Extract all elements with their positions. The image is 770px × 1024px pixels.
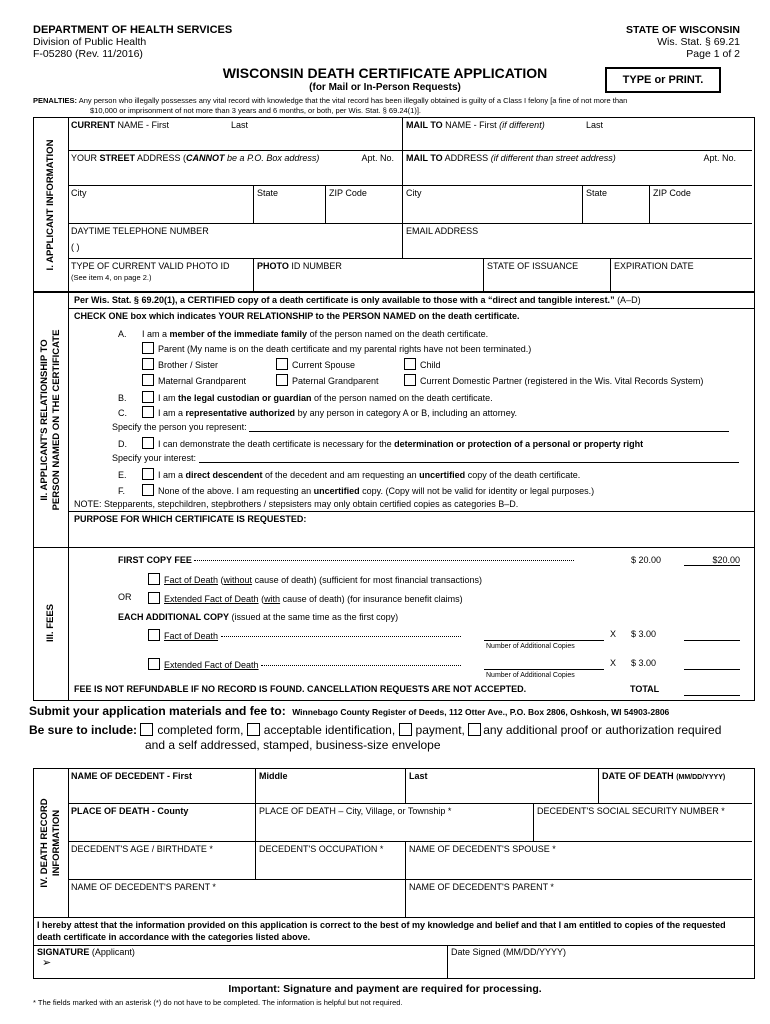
dot-leader bbox=[221, 636, 461, 637]
state-label: State bbox=[257, 188, 279, 198]
first-copy-text: FIRST COPY FEE bbox=[118, 555, 192, 565]
f-bold: uncertified bbox=[313, 486, 360, 496]
decedent-first-name-field[interactable] bbox=[68, 769, 256, 804]
first-copy-total: $20.00 bbox=[684, 555, 740, 566]
option-domestic-partner[interactable] bbox=[404, 374, 703, 386]
decedent-middle-name-field[interactable] bbox=[256, 769, 406, 804]
additional-fact-copies-input[interactable] bbox=[484, 629, 604, 641]
mailto-city-field[interactable] bbox=[403, 186, 583, 224]
decedent-occupation-field[interactable] bbox=[256, 842, 406, 880]
fact-mid: ( bbox=[218, 575, 224, 585]
parent1-label: NAME OF DECEDENT'S PARENT * bbox=[71, 882, 216, 892]
child-checkbox[interactable] bbox=[404, 358, 416, 370]
additional-extended-checkbox[interactable] bbox=[148, 658, 160, 670]
current-first-name-field[interactable] bbox=[68, 118, 228, 151]
b-bold: the legal custodian or guardian bbox=[178, 393, 312, 403]
decedent-first-label: NAME OF DECEDENT - First bbox=[71, 771, 193, 781]
last-label: Last bbox=[231, 120, 249, 130]
email-field[interactable] bbox=[403, 224, 752, 259]
header-right bbox=[626, 24, 740, 60]
dod-label: DATE OF DEATH bbox=[602, 771, 674, 781]
penalties-notice bbox=[33, 96, 743, 116]
phone-label: DAYTIME TELEPHONE NUMBER bbox=[71, 226, 209, 236]
option-b[interactable] bbox=[118, 391, 493, 403]
b-checkbox[interactable] bbox=[142, 391, 154, 403]
place-of-death-county-field[interactable] bbox=[68, 804, 256, 842]
b-label: B. bbox=[118, 393, 127, 403]
interest-specify[interactable] bbox=[112, 453, 739, 463]
occupation-label: DECEDENT'S OCCUPATION * bbox=[259, 844, 384, 854]
decedent-ssn-field[interactable] bbox=[534, 804, 752, 842]
f-label: F. bbox=[118, 486, 126, 496]
c-pre: I am a bbox=[158, 408, 186, 418]
mailto-if-different: (if different) bbox=[499, 120, 545, 130]
option-child[interactable] bbox=[404, 358, 441, 370]
expiration-date-field[interactable] bbox=[611, 259, 752, 291]
stepparents-note: NOTE: Stepparents, stepchildren, stepbrothers / stepsisters may only obtain certified copies as categories B–D. bbox=[74, 499, 519, 509]
current-name-label: NAME - First bbox=[115, 120, 169, 130]
expiration-label: EXPIRATION DATE bbox=[614, 261, 694, 271]
submit-address: Winnebago County Register of Deeds, 112 Otter Ave., P.O. Box 2806, Oshkosh, WI 54903-2806 bbox=[292, 707, 670, 717]
option-c[interactable] bbox=[118, 406, 517, 418]
b-post: of the person named on the death certificate. bbox=[311, 393, 493, 403]
maternal-grandparent-label: Maternal Grandparent bbox=[158, 376, 247, 386]
ext-rest: cause of death) (for insurance benefit claims) bbox=[280, 594, 463, 604]
pod-city-label: PLACE OF DEATH – City, Village, or Township * bbox=[259, 806, 452, 816]
penalties-line2: $10,000 or imprisonment of not more than 3 years and 6 months, or both, per Wis. Stat. § 69.24(1)]. bbox=[90, 106, 422, 115]
include-proof-checkbox[interactable] bbox=[468, 723, 481, 736]
f-pre: None of the above. I am requesting an bbox=[158, 486, 314, 496]
zip-label: ZIP Code bbox=[329, 188, 367, 198]
mailto-zip-field[interactable] bbox=[650, 186, 752, 224]
f-checkbox[interactable] bbox=[142, 484, 154, 496]
fact-of-death-checkbox[interactable] bbox=[148, 573, 160, 585]
statute: Wis. Stat. § 69.21 bbox=[657, 36, 740, 48]
signature-field[interactable] bbox=[34, 945, 448, 978]
street-b: STREET bbox=[99, 153, 136, 163]
include-payment: payment, bbox=[415, 723, 465, 737]
decedent-parent2-field[interactable] bbox=[406, 880, 752, 917]
each-rest: (issued at the same time as the first copy) bbox=[229, 612, 399, 622]
option-paternal-grandparent[interactable] bbox=[276, 374, 379, 386]
extended-fact-checkbox[interactable] bbox=[148, 592, 160, 604]
date-signed-label: Date Signed (MM/DD/YYYY) bbox=[451, 947, 567, 957]
penalties-label: PENALTIES: bbox=[33, 96, 78, 105]
e-label: E. bbox=[118, 470, 127, 480]
interest-specify-label: Specify your interest: bbox=[112, 453, 197, 463]
page-number: Page 1 of 2 bbox=[686, 48, 740, 60]
state-of-issuance-field[interactable] bbox=[484, 259, 611, 291]
date-of-death-field[interactable] bbox=[599, 769, 752, 804]
attestation-section bbox=[33, 916, 755, 979]
current-label: CURRENT bbox=[71, 120, 115, 130]
current-spouse-checkbox[interactable] bbox=[276, 358, 288, 370]
add-fact-label: Fact of Death bbox=[164, 631, 219, 641]
signature-label-bold: SIGNATURE bbox=[37, 947, 90, 957]
section3-label: III. FEES bbox=[45, 603, 56, 643]
city2-label: City bbox=[406, 188, 422, 198]
pod-county-label: PLACE OF DEATH - County bbox=[71, 806, 189, 816]
maternal-grandparent-checkbox[interactable] bbox=[142, 374, 154, 386]
photo-id-type-field[interactable] bbox=[68, 259, 254, 291]
check-one-instruction: CHECK ONE box which indicates YOUR RELATIONSHIP to the PERSON NAMED on the death certificate. bbox=[74, 311, 520, 321]
domestic-partner-label: Current Domestic Partner (registered in the Wis. Vital Records System) bbox=[420, 376, 704, 386]
zip-field[interactable] bbox=[326, 186, 403, 224]
current-last-name-field[interactable] bbox=[228, 118, 403, 151]
a-bold: member of the immediate family bbox=[169, 329, 308, 339]
e-post: copy of the death certificate. bbox=[465, 470, 581, 480]
c-checkbox[interactable] bbox=[142, 406, 154, 418]
total-label: TOTAL bbox=[630, 684, 660, 694]
a-pre: I am a bbox=[142, 329, 170, 339]
d-bold: determination or protection of a personal or property right bbox=[394, 439, 644, 449]
section1-label: I. APPLICANT INFORMATION bbox=[45, 139, 56, 270]
section4-label-line1: IV. DEATH RECORD bbox=[39, 798, 50, 888]
option-e[interactable] bbox=[118, 468, 580, 480]
arrow-icon: ➢ bbox=[42, 957, 52, 969]
num-copies-caption-1: Number of Additional Copies bbox=[486, 643, 575, 650]
photo-num-b: PHOTO bbox=[257, 261, 289, 271]
fact-rest: cause of death) (sufficient for most financial transactions) bbox=[252, 575, 483, 585]
mailto-last-name-field[interactable] bbox=[583, 118, 752, 151]
f-post: copy. (Copy will not be valid for identity or legal purposes.) bbox=[359, 486, 595, 496]
additional-extended-total[interactable] bbox=[684, 658, 740, 670]
first-copy-price: $ 20.00 bbox=[631, 555, 662, 565]
section1-sidebar bbox=[34, 118, 69, 291]
child-label: Child bbox=[420, 360, 441, 370]
asterisk-footnote: * The fields marked with an asterisk (*) do not have to be completed. The information is helpful but not required. bbox=[33, 998, 403, 1007]
interest-specify-line[interactable] bbox=[199, 462, 739, 463]
date-signed-field[interactable] bbox=[448, 945, 752, 978]
street-address-field[interactable] bbox=[68, 151, 403, 186]
ext-with: with bbox=[264, 594, 281, 604]
divider bbox=[68, 308, 754, 309]
first-copy-fee-label bbox=[118, 555, 574, 565]
option-maternal-grandparent[interactable] bbox=[142, 374, 246, 386]
e-pre: I am a bbox=[158, 470, 186, 480]
section-fees bbox=[33, 546, 755, 701]
paternal-grandparent-checkbox[interactable] bbox=[276, 374, 288, 386]
fact-u: Fact of Death bbox=[164, 575, 219, 585]
option-a bbox=[118, 329, 488, 339]
additional-extended-copies-input[interactable] bbox=[484, 658, 604, 670]
city-field[interactable] bbox=[68, 186, 254, 224]
include-lead: Be sure to include: bbox=[29, 723, 138, 737]
represent-specify-line[interactable] bbox=[249, 431, 729, 432]
non-refundable-notice: FEE IS NOT REFUNDABLE IF NO RECORD IS FOUND. CANCELLATION REQUESTS ARE NOT ACCEPTED. bbox=[74, 684, 527, 694]
mailto-state-field[interactable] bbox=[583, 186, 650, 224]
phone-field[interactable] bbox=[68, 224, 403, 259]
age-label: DECEDENT'S AGE / BIRTHDATE * bbox=[71, 844, 213, 854]
add-ext-label: Extended Fact of Death bbox=[164, 660, 259, 670]
state-name: STATE OF WISCONSIN bbox=[626, 24, 740, 36]
decedent-last-name-field[interactable] bbox=[406, 769, 599, 804]
mailto-address-field[interactable] bbox=[403, 151, 752, 186]
fact-price: $ 3.00 bbox=[631, 629, 657, 639]
times-sign: X bbox=[610, 629, 617, 639]
decedent-spouse-field[interactable] bbox=[406, 842, 752, 880]
form-subtitle: (for Mail or In-Person Requests) bbox=[309, 82, 461, 93]
mailto-name-label: NAME - First bbox=[442, 120, 500, 130]
submit-instructions bbox=[29, 704, 669, 718]
num-copies-caption-2: Number of Additional Copies bbox=[486, 672, 575, 679]
decedent-last-label: Last bbox=[409, 771, 428, 781]
include-payment-checkbox[interactable] bbox=[399, 723, 412, 736]
intro-tail: (A–D) bbox=[614, 295, 641, 305]
times-sign-2: X bbox=[610, 658, 617, 668]
signature-label-rest: (Applicant) bbox=[89, 947, 135, 957]
section4-label bbox=[39, 798, 63, 887]
include-form-checkbox[interactable] bbox=[140, 723, 153, 736]
apt2-label: Apt. No. bbox=[703, 153, 736, 163]
street-c: ADDRESS ( bbox=[135, 153, 187, 163]
section2-sidebar bbox=[34, 293, 69, 547]
domestic-partner-checkbox[interactable] bbox=[404, 374, 416, 386]
important-notice: Important: Signature and payment are required for processing. bbox=[228, 983, 542, 995]
mailto-label: MAIL TO bbox=[406, 120, 443, 130]
parent-label: Parent (My name is on the death certificate and my parental rights have not been terminated.) bbox=[158, 344, 532, 354]
photo-id-note: (See item 4, on page 2.) bbox=[71, 273, 152, 282]
section4-sidebar bbox=[34, 769, 69, 917]
current-spouse-label: Current Spouse bbox=[292, 360, 356, 370]
mailaddr-italic: (if different than street address) bbox=[490, 153, 616, 163]
photo-id-label: TYPE OF CURRENT VALID PHOTO ID bbox=[71, 261, 230, 271]
section-relationship bbox=[33, 292, 755, 548]
mailto-first-name-field[interactable] bbox=[403, 118, 583, 151]
type-or-print-box: TYPE or PRINT. bbox=[605, 67, 721, 93]
a-label: A. bbox=[118, 329, 127, 339]
purpose-field[interactable] bbox=[68, 527, 754, 545]
street-a: YOUR bbox=[71, 153, 100, 163]
dot-leader bbox=[261, 665, 461, 666]
place-of-death-city-field[interactable] bbox=[256, 804, 534, 842]
section3-sidebar bbox=[34, 546, 69, 700]
option-f[interactable] bbox=[118, 484, 594, 496]
intro-text: Per Wis. Stat. § 69.20(1), a CERTIFIED copy of a death certificate is only available to those with a “direct and tangible interest.” bbox=[74, 295, 615, 305]
option-fact-of-death[interactable] bbox=[148, 573, 482, 585]
submit-lead: Submit your application materials and fee to: bbox=[29, 704, 286, 718]
last2-label: Last bbox=[586, 120, 604, 130]
additional-extended-fact[interactable] bbox=[148, 658, 461, 670]
state2-label: State bbox=[586, 188, 608, 198]
parent-checkbox[interactable] bbox=[142, 342, 154, 354]
dot-leader bbox=[194, 560, 574, 561]
paternal-grandparent-label: Paternal Grandparent bbox=[292, 376, 379, 386]
form-title: WISCONSIN DEATH CERTIFICATE APPLICATION bbox=[222, 65, 548, 81]
or-label: OR bbox=[118, 592, 132, 602]
phone-parens: ( ) bbox=[71, 242, 80, 252]
option-parent[interactable] bbox=[142, 342, 531, 354]
include-id: acceptable identification, bbox=[263, 723, 396, 737]
c-post: by any person in category A or B, including an attorney. bbox=[295, 408, 518, 418]
include-list bbox=[29, 723, 721, 737]
street-e: be a P.O. Box address) bbox=[224, 153, 320, 163]
e-checkbox[interactable] bbox=[142, 468, 154, 480]
city-label: City bbox=[71, 188, 87, 198]
middle-label: Middle bbox=[259, 771, 288, 781]
issuance-label: STATE OF ISSUANCE bbox=[487, 261, 579, 271]
attestation-text: I hereby attest that the information provided on this application is correct to the best of my knowledge and belief and that I am entitled to copies of the requested death certificate in accordance with the categories listed above. bbox=[37, 920, 726, 942]
ssn-label: DECEDENT'S SOCIAL SECURITY NUMBER * bbox=[537, 806, 725, 816]
each-b: EACH ADDITIONAL COPY bbox=[118, 612, 230, 622]
fact-without: without bbox=[223, 575, 253, 585]
include-id-checkbox[interactable] bbox=[247, 723, 260, 736]
section4-label-line2: INFORMATION bbox=[51, 809, 62, 877]
d-pre: I can demonstrate the death certificate is necessary for the bbox=[158, 439, 395, 449]
brother-sister-label: Brother / Sister bbox=[158, 360, 219, 370]
c-label: C. bbox=[118, 408, 127, 418]
dod-format: (MM/DD/YYYY) bbox=[676, 774, 726, 781]
penalties-line1: Any person who illegally possesses any vital record with knowledge that the vital record has been illegally obtained is guilty of a Class I felony [a fine of not more than bbox=[78, 96, 628, 105]
option-extended-fact-of-death[interactable] bbox=[148, 592, 463, 604]
each-additional-copy bbox=[118, 612, 398, 622]
header-left bbox=[33, 24, 232, 60]
option-brother-sister[interactable] bbox=[142, 358, 218, 370]
spouse-label: NAME OF DECEDENT'S SPOUSE * bbox=[409, 844, 556, 854]
b-pre: I am bbox=[158, 393, 179, 403]
additional-fact-of-death[interactable] bbox=[148, 629, 461, 641]
brother-sister-checkbox[interactable] bbox=[142, 358, 154, 370]
additional-fact-checkbox[interactable] bbox=[148, 629, 160, 641]
extended-price: $ 3.00 bbox=[631, 658, 657, 668]
ext-u: Extended Fact of Death bbox=[164, 594, 259, 604]
ext-mid: ( bbox=[258, 594, 265, 604]
e-bold: direct descendent bbox=[185, 470, 263, 480]
purpose-label: PURPOSE FOR WHICH CERTIFICATE IS REQUESTED: bbox=[74, 514, 307, 524]
option-d[interactable] bbox=[118, 437, 643, 449]
department-name: DEPARTMENT OF HEALTH SERVICES bbox=[33, 24, 233, 36]
apt-label: Apt. No. bbox=[361, 153, 394, 163]
mailaddr-rest: ADDRESS bbox=[442, 153, 491, 163]
section2-label-line2: PERSON NAMED ON THE CERTIFICATE bbox=[51, 329, 62, 511]
division-name: Division of Public Health bbox=[33, 36, 147, 48]
section-death-record bbox=[33, 768, 755, 918]
a-post: of the person named on the death certificate. bbox=[307, 329, 489, 339]
grand-total-field[interactable] bbox=[684, 684, 740, 696]
parent2-label: NAME OF DECEDENT'S PARENT * bbox=[409, 882, 554, 892]
state-field[interactable] bbox=[254, 186, 326, 224]
photo-id-number-field[interactable] bbox=[254, 259, 484, 291]
photo-num-rest: ID NUMBER bbox=[288, 261, 342, 271]
option-current-spouse[interactable] bbox=[276, 358, 355, 370]
include-form: completed form, bbox=[157, 723, 244, 737]
d-checkbox[interactable] bbox=[142, 437, 154, 449]
include-envelope: and a self addressed, stamped, business-size envelope bbox=[145, 738, 441, 752]
section-applicant-info bbox=[33, 117, 755, 292]
include-proof: any additional proof or authorization required bbox=[483, 723, 722, 737]
zip2-label: ZIP Code bbox=[653, 188, 691, 198]
direct-interest-intro bbox=[74, 295, 641, 305]
decedent-age-field[interactable] bbox=[68, 842, 256, 880]
represent-specify[interactable] bbox=[112, 422, 729, 432]
additional-fact-total[interactable] bbox=[684, 629, 740, 641]
street-d: CANNOT bbox=[186, 153, 225, 163]
divider bbox=[68, 511, 754, 512]
represent-specify-label: Specify the person you represent: bbox=[112, 422, 247, 432]
decedent-parent1-field[interactable] bbox=[68, 880, 406, 917]
email-label: EMAIL ADDRESS bbox=[406, 226, 479, 236]
e-bold2: uncertified bbox=[419, 470, 466, 480]
e-mid: of the decedent and am requesting an bbox=[262, 470, 420, 480]
c-bold: representative authorized bbox=[185, 408, 296, 418]
d-label: D. bbox=[118, 439, 127, 449]
mailaddr-b: MAIL TO bbox=[406, 153, 443, 163]
section2-label bbox=[39, 330, 63, 511]
section2-label-line1: II. APPLICANT'S RELATIONSHIP TO bbox=[39, 339, 50, 501]
form-number: F-05280 (Rev. 11/2016) bbox=[33, 48, 143, 60]
